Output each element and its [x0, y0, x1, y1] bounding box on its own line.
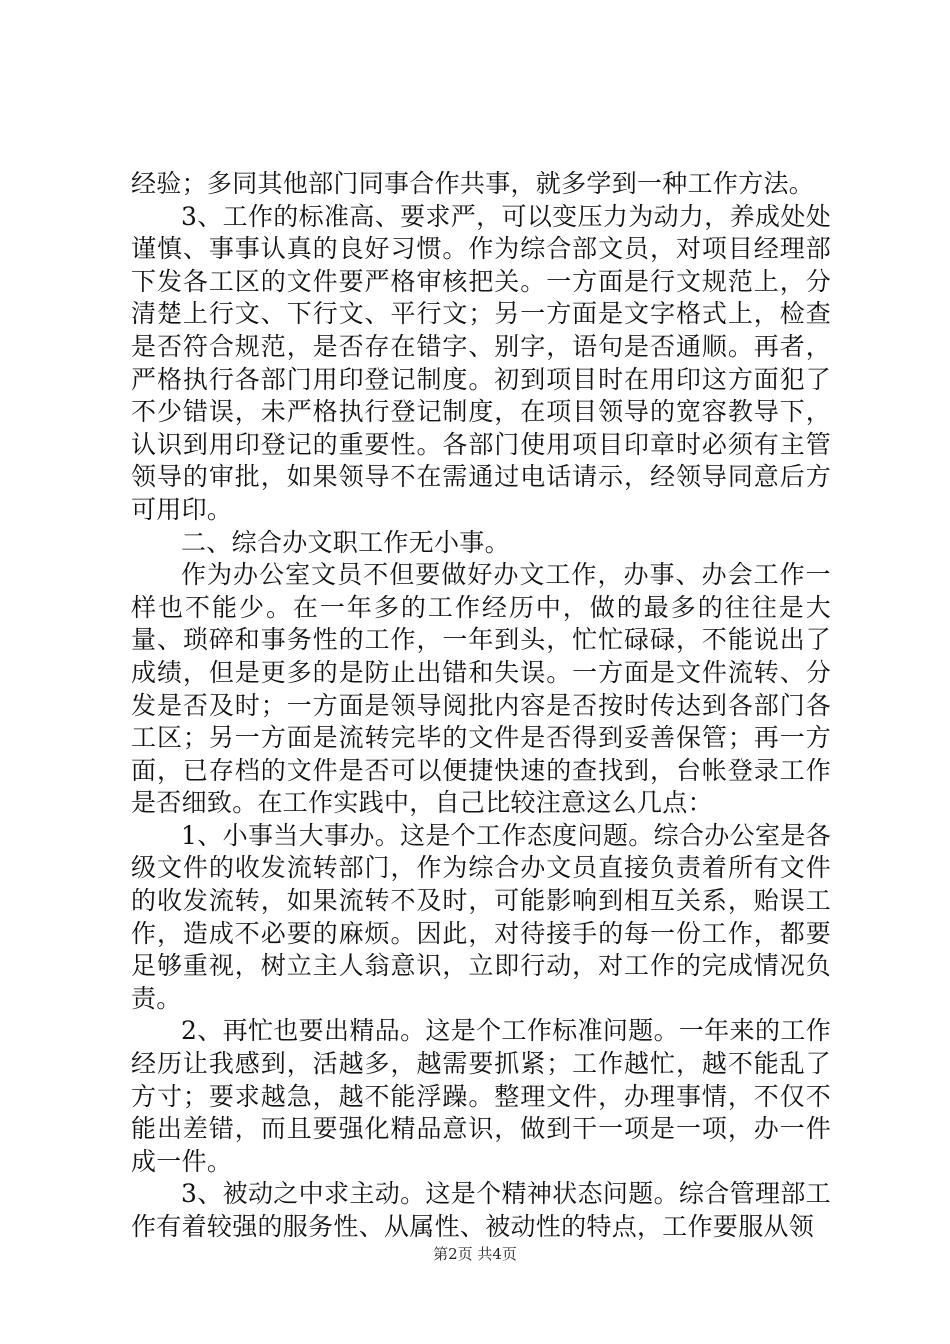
paragraph-item-3-standards: 3、工作的标准高、要求严，可以变压力为动力，养成处处谨慎、事事认真的良好习惯。作为综合部文员，对项目经理部下发各工区的文件要严格审核把关。一方面是行文规范上，分清楚上行文、下行文、平行文；另一方面是文字格式上，检查是否符合规范，是否存在错字、别字，语句是否通顺。再者，严格执行各部门用印登记制度。初到项目时在用印这方面犯了不少错误，未严格执行登记制度，在项目领导的宽容教导下，认识到用印登记的重要性。各部门使用项目印章时必须有主管领导的审批，如果领导不在需通过电话请示，经领导同意后方可用印。 [131, 201, 831, 524]
paragraph-continuation: 经验；多同其他部门同事合作共事，就多学到一种工作方法。 [131, 169, 815, 198]
document-body [131, 168, 831, 1244]
paragraph-item-3-initiative: 3、被动之中求主动。这是个精神状态问题。综合管理部工作有着较强的服务性、从属性、被动性的特点，工作要服从领 [131, 1179, 831, 1241]
section-heading-2: 二、综合办文职工作无小事。 [181, 527, 510, 557]
paragraph-office-clerk: 作为办公室文员不但要做好办文工作，办事、办会工作一样也不能少。在一年多的工作经历中，做的最多的往往是大量、琐碎和事务性的工作，一年到头，忙忙碌碌，不能说出了成绩，但是更多的是防止出错和失误。一方面是文件流转、分发是否及时；一方面是领导阅批内容是否按时传达到各部门各工区；另一方面是流转完毕的文件是否得到妥善保管；再一方面，已存档的文件是否可以便捷快速的查找到，台帐登录工作是否细致。在工作实践中，自己比较注意这么几点： [131, 560, 831, 818]
page-footer: 第2页 共4页 [433, 1245, 517, 1263]
paragraph-item-2: 2、再忙也要出精品。这是个工作标准问题。一年来的工作经历让我感到，活越多，越需要抓紧；工作越忙，越不能乱了方寸；要求越急，越不能浮躁。整理文件，办理事情，不仅不能出差错，而且要强化精品意识，做到干一项是一项，办一件成一件。 [131, 1016, 831, 1176]
paragraph-item-1: 1、小事当大事办。这是个工作态度问题。综合办公室是各级文件的收发流转部门，作为综合办文员直接负责着所有文件的收发流转，如果流转不及时，可能影响到相互关系，贻误工作，造成不必要的麻烦。因此，对待接手的每一份工作，都要足够重视，树立主人翁意识，立即行动，对工作的完成情况负责。 [131, 820, 831, 1013]
